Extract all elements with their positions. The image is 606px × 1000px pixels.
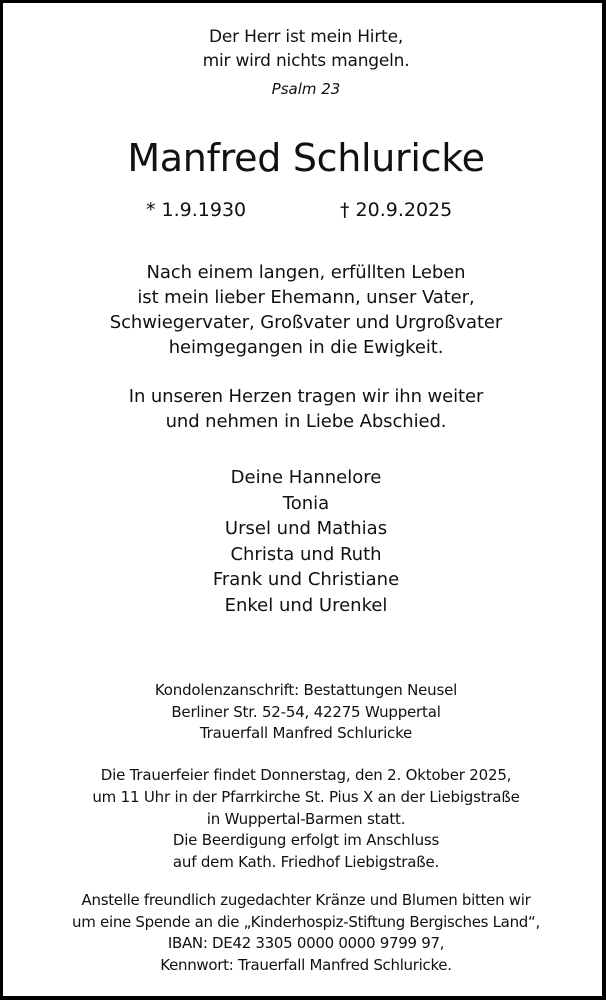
family-list (3, 465, 606, 618)
burial-line: auf dem Kath. Friedhof Liebigstraße. (172, 852, 440, 871)
farewell-line: In unseren Herzen tragen wir ihn weiter (128, 386, 484, 407)
donation-keyword: Kennwort: Trauerfall Manfred Schluricke. (160, 955, 452, 974)
deceased-name: Manfred Schluricke (127, 136, 485, 180)
quote-line: Der Herr ist mein Hirte, (208, 27, 404, 47)
quote-line: mir wird nichts mangeln. (202, 51, 410, 71)
psalm-quote (3, 25, 606, 73)
family-member: Christa und Ruth (230, 543, 382, 565)
condolence-address (3, 680, 606, 745)
birth-date: * 1.9.1930 (146, 199, 247, 221)
condolence-line: Trauerfall Manfred Schluricke (199, 724, 413, 742)
farewell-line: und nehmen in Liebe Abschied. (165, 411, 447, 432)
condolence-line: Kondolenzanschrift: Bestattungen Neusel (154, 681, 458, 699)
donation-request (3, 890, 606, 976)
condolence-line: Berliner Str. 52-54, 42275 Wuppertal (171, 702, 441, 721)
funeral-line: um 11 Uhr in der Pfarrkirche St. Pius X an der Liebigstraße (92, 788, 520, 806)
announcement-paragraph (3, 260, 606, 360)
psalm-reference: Psalm 23 (271, 80, 341, 98)
announcement-line: heimgegangen in die Ewigkeit. (168, 337, 444, 358)
family-member: Frank und Christiane (212, 569, 400, 590)
family-member: Ursel und Mathias (224, 518, 388, 539)
funeral-service-info (3, 764, 606, 830)
donation-iban: IBAN: DE42 3305 0000 0000 9799 97, (167, 934, 445, 952)
burial-line: Die Beerdigung erfolgt im Anschluss (172, 831, 440, 849)
family-member: Enkel und Urenkel (224, 594, 388, 616)
donation-line: um eine Spende an die „Kinderhospiz-Stiftung Bergisches Land“, (72, 912, 540, 931)
life-dates (3, 196, 606, 226)
family-member: Tonia (282, 492, 330, 514)
funeral-line: in Wuppertal-Barmen statt. (206, 810, 406, 828)
burial-info (3, 830, 606, 873)
family-member: Deine Hannelore (230, 467, 382, 488)
announcement-line: Nach einem langen, erfüllten Leben (146, 262, 466, 283)
announcement-line: Schwiegervater, Großvater und Urgroßvater (109, 312, 503, 333)
announcement-line: ist mein lieber Ehemann, unser Vater, (137, 287, 475, 308)
farewell-paragraph (3, 384, 606, 434)
death-date: † 20.9.2025 (340, 199, 453, 221)
donation-line: Anstelle freundlich zugedachter Kränze und Blumen bitten wir (81, 891, 531, 909)
funeral-line: Die Trauerfeier findet Donnerstag, den 2. Oktober 2025, (100, 766, 512, 784)
